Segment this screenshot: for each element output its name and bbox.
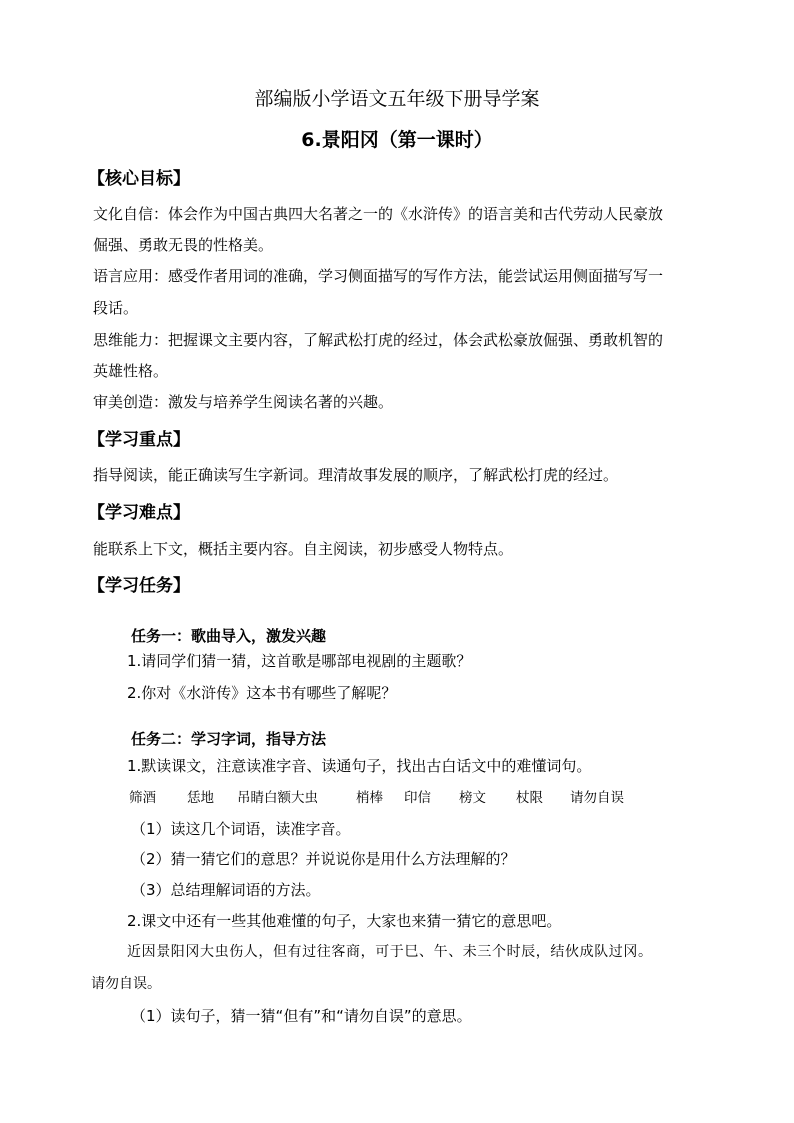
goals-heading: 【核心目标】 [88, 169, 190, 189]
goal-line: 倔强、勇敢无畏的性格美。 [93, 236, 274, 254]
notice-quote-line1: 近因景阳冈大虫伤人，但有过往客商，可于巳、午、未三个时辰，结伙成队过冈。 [127, 944, 653, 960]
vocab-word: 榜文 [459, 790, 486, 806]
goal-line: 英雄性格。 [93, 362, 169, 380]
task2-sub2: （1）读句子，猜一猜“但有”和“请勿自误”的意思。 [131, 1007, 472, 1025]
vocab-word: 梢棒 [356, 790, 383, 806]
goal-line: 审美创造：激发与培养学生阅读名著的兴趣。 [93, 393, 394, 411]
goal-line: 语言应用：感受作者用词的准确，学习侧面描写的写作方法，能尝试运用侧面描写写一 [93, 267, 664, 285]
focus-heading: 【学习重点】 [88, 430, 190, 450]
vocab-word: 筛酒 [129, 790, 156, 806]
vocab-word: 杖限 [516, 790, 543, 806]
task1-title: 任务一：歌曲导入，激发兴趣 [131, 627, 327, 645]
task2-title: 任务二：学习字词，指导方法 [131, 730, 327, 748]
difficulty-heading: 【学习难点】 [88, 503, 190, 523]
task1-item: 2.你对《水浒传》这本书有哪些了解呢？ [127, 684, 397, 702]
focus-text: 指导阅读，能正确读写生字新词。理清故事发展的顺序，了解武松打虎的经过。 [93, 466, 619, 484]
difficulty-text: 能联系上下文，概括主要内容。自主阅读，初步感受人物特点。 [93, 540, 514, 558]
lesson-title: 6.景阳冈（第一课时） [301, 129, 493, 151]
vocab-word: 请勿自误 [570, 790, 624, 806]
task2-item1: 1.默读课文，注意读准字音、读通句子，找出古白话文中的难懂词句。 [127, 757, 592, 775]
vocabulary-row [129, 787, 649, 809]
task2-sub: （1）读这几个词语，读准字音。 [131, 820, 351, 838]
tasks-heading: 【学习任务】 [88, 576, 190, 596]
task2-sub: （2）猜一猜它们的意思？并说说你是用什么方法理解的？ [131, 850, 516, 868]
task2-sub: （3）总结理解词语的方法。 [131, 881, 321, 899]
goal-line: 文化自信：体会作为中国古典四大名著之一的《水浒传》的语言美和古代劳动人民豪放 [93, 205, 664, 223]
document-title: 部编版小学语文五年级下册导学案 [254, 88, 540, 110]
goal-line: 段话。 [93, 299, 139, 317]
vocab-word: 恁地 [187, 790, 214, 806]
task1-item: 1.请同学们猜一猜，这首歌是哪部电视剧的主题歌？ [127, 652, 472, 670]
vocab-word: 印信 [404, 790, 431, 806]
task2-item2: 2.课文中还有一些其他难懂的句子，大家也来猜一猜它的意思吧。 [127, 912, 562, 930]
vocab-word: 吊睛白额大虫 [237, 790, 318, 806]
goal-line: 思维能力：把握课文主要内容，了解武松打虎的经过，体会武松豪放倔强、勇敢机智的 [93, 331, 664, 349]
notice-quote-line2: 请勿自误。 [91, 976, 161, 992]
